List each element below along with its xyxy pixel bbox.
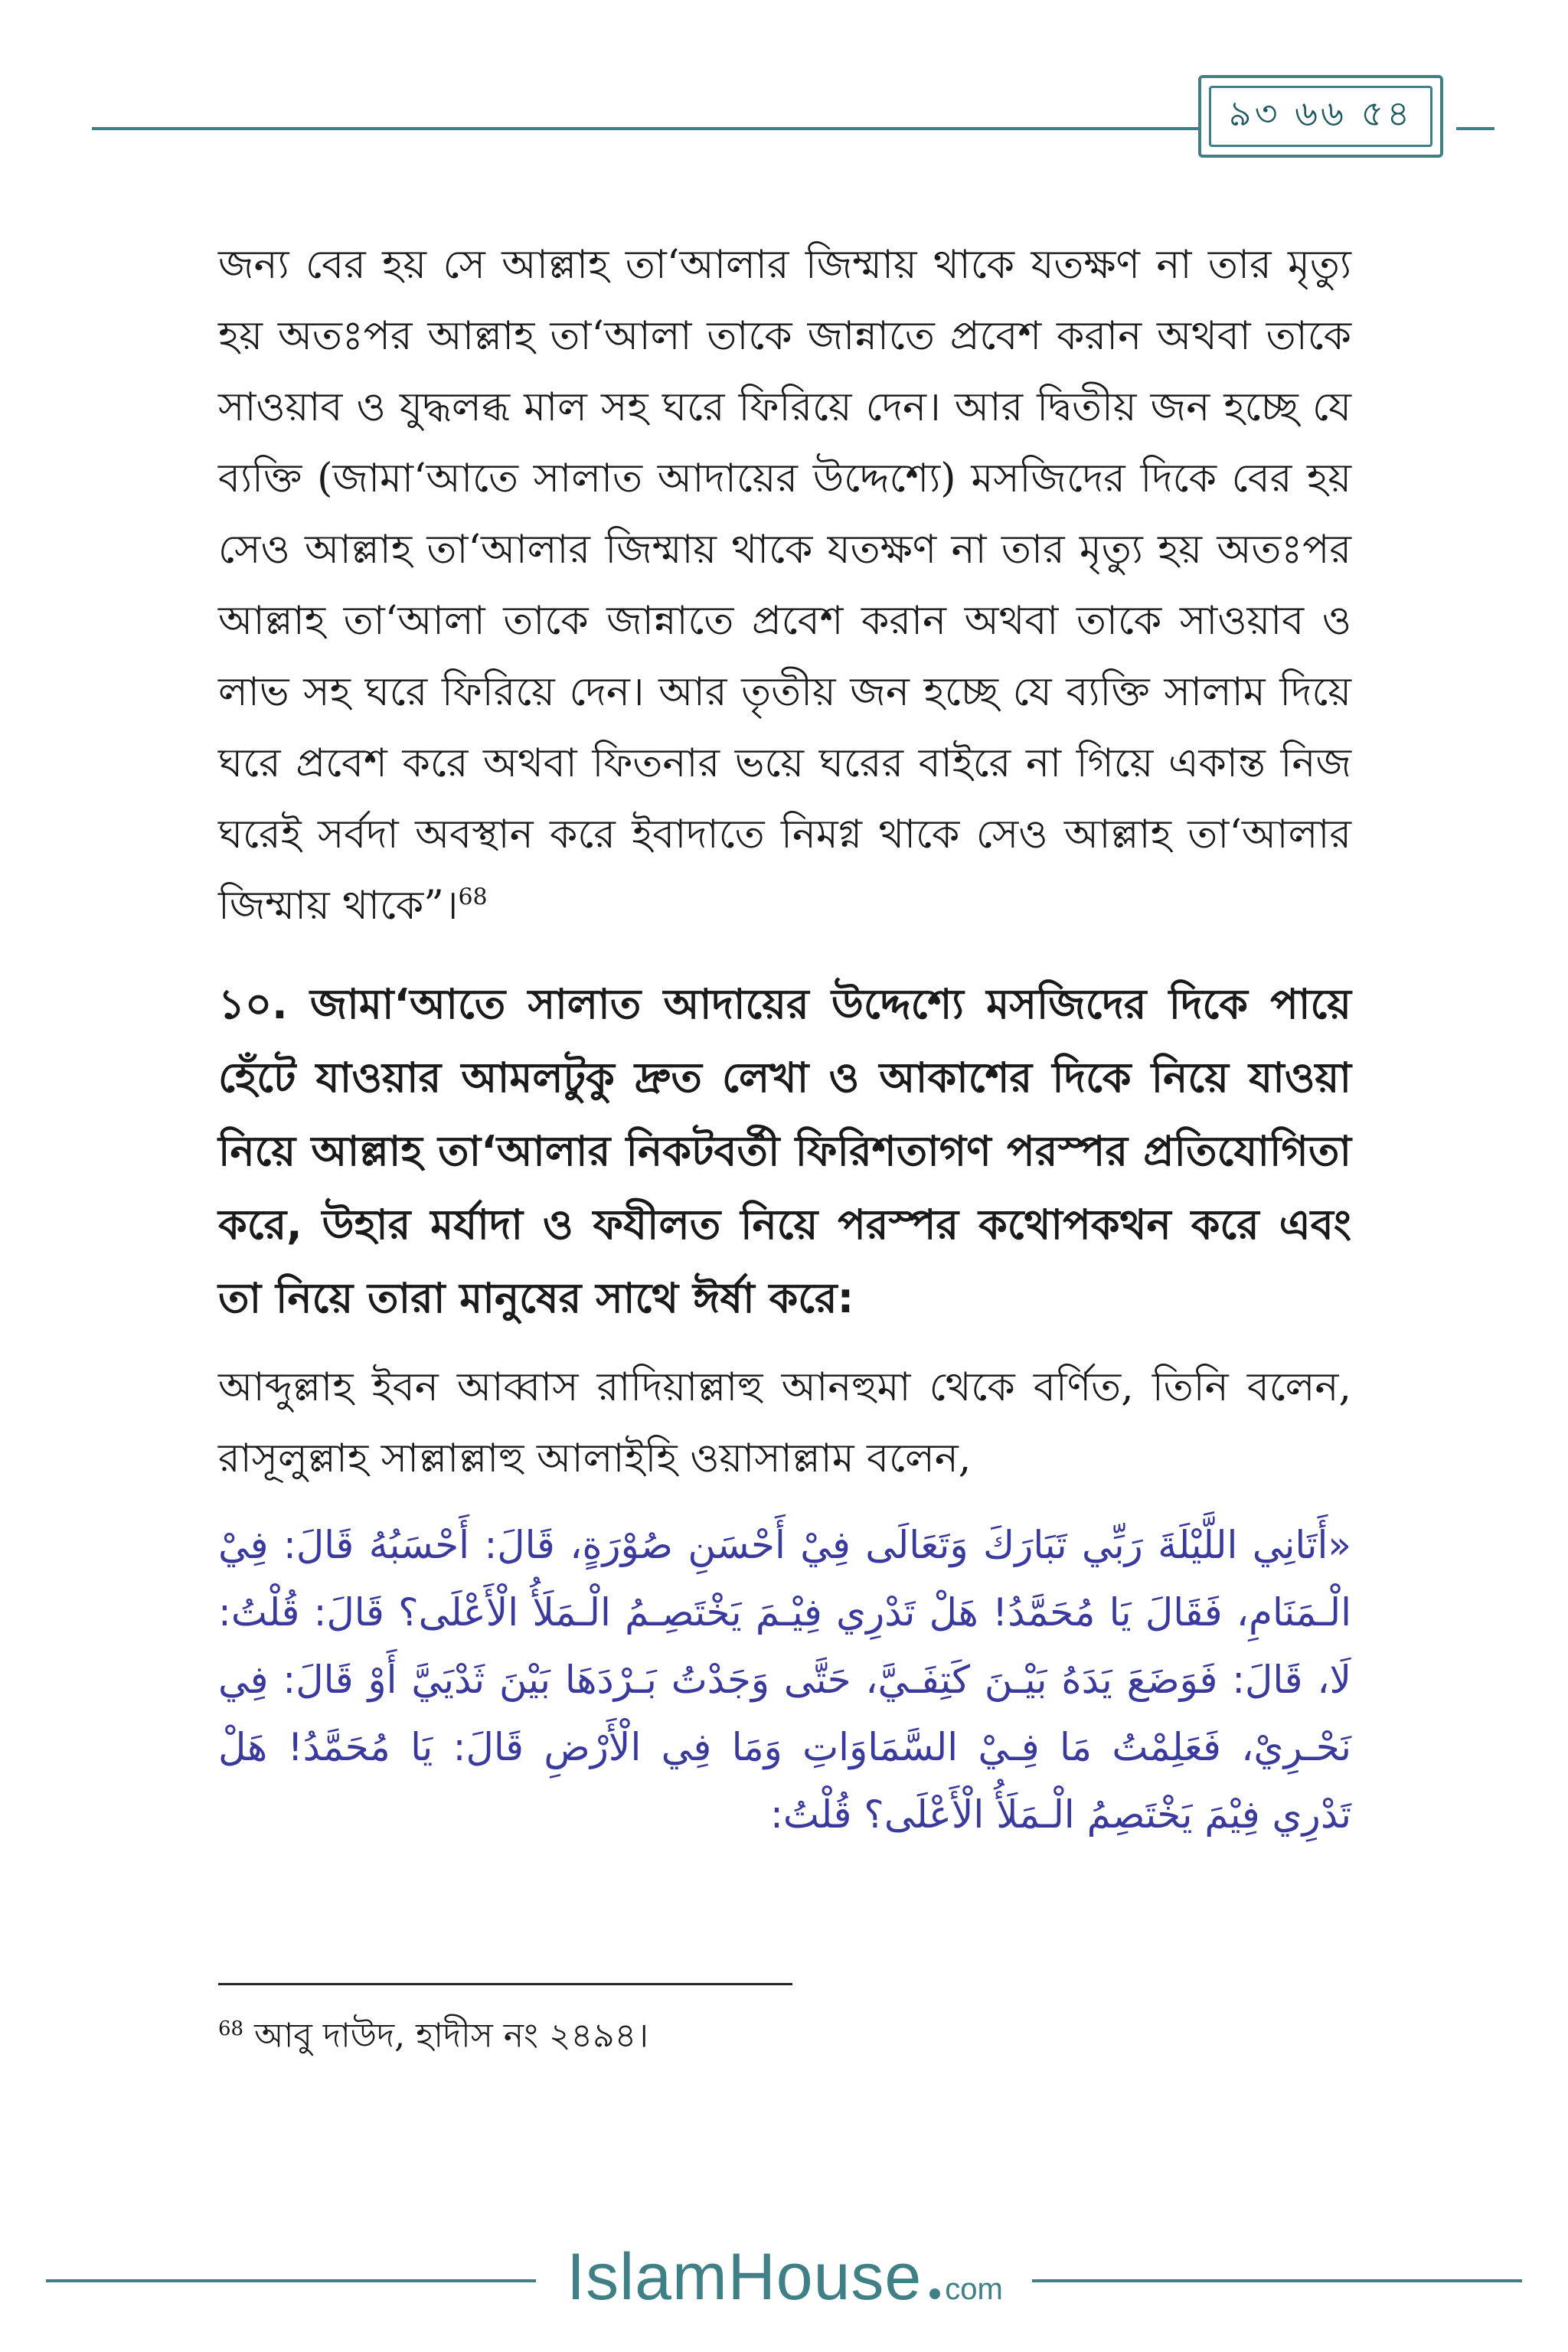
paragraph-1-text: জন্য বের হয় সে আল্লাহ তা‘আলার জিম্মায় থাকে যতক্ষণ না তার মৃত্যু হয় অতঃপর আল্লাহ তা‘আলা তাকে জান্নাতে প্রবেশ করান অথবা তাকে সাওয়াব ও যুদ্ধলব্ধ মাল সহ ঘরে ফিরিয়ে দেন। আর দ্বিতীয় জন হচ্ছে যে ব্যক্তি (জামা‘আতে সালাত আদায়ের উদ্দেশ্যে) মসজিদের দিকে বের হয় সেও আল্লাহ তা‘আলার জিম্মায় থাকে যতক্ষণ না তার মৃত্যু হয় অতঃপর আল্লাহ তা‘আলা তাকে জান্নাতে প্রবেশ করান অথবা তাকে সাওয়াব ও লাভ সহ ঘরে ফিরিয়ে দেন। আর তৃতীয় জন হচ্ছে যে ব্যক্তি সালাম দিয়ে ঘরে প্রবেশ করে অথবা ফিতনার ভয়ে ঘরের বাইরে না গিয়ে একান্ত নিজ ঘরেই সর্বদা অবস্থান করে ইবাদাতে নিমগ্ন থাকে সেও আল্লাহ তা‘আলার জিম্মায় থাকে”। — [218, 242, 1351, 929]
body-paragraph-1 — [218, 230, 1351, 942]
header-rule — [92, 127, 1286, 130]
footnote-number: 68 — [218, 2017, 244, 2040]
page-number-frame — [1198, 75, 1443, 158]
page-content — [218, 230, 1351, 1886]
footnote — [218, 2006, 648, 2060]
footer-rule-left — [46, 2279, 536, 2282]
footnote-divider — [218, 1983, 792, 1985]
islamhouse-logo[interactable] — [547, 2239, 1022, 2316]
arabic-hadith-text: «أَتَانِي اللَّيْلَةَ رَبِّي تَبَارَكَ وَتَعَالَى فِيْ أَحْسَنِ صُوْرَةٍ، قَالَ: أَحْسَبُهُ قَالَ: فِيْ الْـمَنَامِ، فَقَالَ يَا مُحَمَّدُ! هَلْ تَدْرِي فِيْـمَ يَخْتَصِـمُ الْـمَلَأُ الْأَعْلَى؟ قَالَ: قُلْتُ: لَا، قَالَ: فَوَضَعَ يَدَهُ بَيْـنَ كَتِفَـيَّ، حَتَّى وَجَدْتُ بَـرْدَهَا بَيْنَ ثَدْيَيَّ أَوْ قَالَ: فِي نَحْـرِيْ، فَعَلِمْتُ مَا فِـيْ السَّمَاوَاتِ وَمَا فِي الْأَرْضِ قَالَ: يَا مُحَمَّدُ! هَلْ تَدْرِي فِيْمَ يَخْتَصِمُ الْـمَلَأُ الْأَعْلَى؟ قُلْتُ: — [218, 1523, 1351, 1837]
logo-dot-icon — [929, 2288, 940, 2299]
footnote-text: আবু দাউদ, হাদীস নং ২৪৯৪। — [254, 2016, 648, 2056]
section-heading: ১০. জামা‘আতে সালাত আদায়ের উদ্দেশ্যে মসজিদের দিকে পায়ে হেঁটে যাওয়ার আমলটুকু দ্রুত লেখা ও আকাশের দিকে নিয়ে যাওয়া নিয়ে আল্লাহ তা‘আলার নিকটবর্তী ফিরিশতাগণ পরস্পর প্রতিযোগিতা করে, উহার মর্যাদা ও ফযীলত নিয়ে পরস্পর কথোপকথন করে এবং তা নিয়ে তারা মানুষের সাথে ঈর্ষা করে: — [218, 980, 1351, 1322]
logo-wordmark: IslamHouse — [567, 2240, 923, 2314]
footnote-reference[interactable]: 68 — [458, 884, 488, 911]
body-paragraph-2: আব্দুল্লাহ ইবন আব্বাস রাদিয়াল্লাহু আনহুমা থেকে বর্ণিত, তিনি বলেন, রাসূলুল্লাহ সাল্লাল্লাহু আলাইহি ওয়াসাল্লাম বলেন, — [218, 1364, 1351, 1481]
logo-suffix: com — [945, 2272, 1003, 2306]
header-rule-right — [1456, 127, 1494, 130]
page-number: ৯৩ ৬৬ ৫৪ — [1228, 93, 1413, 134]
footer-rule-right — [1032, 2279, 1522, 2282]
